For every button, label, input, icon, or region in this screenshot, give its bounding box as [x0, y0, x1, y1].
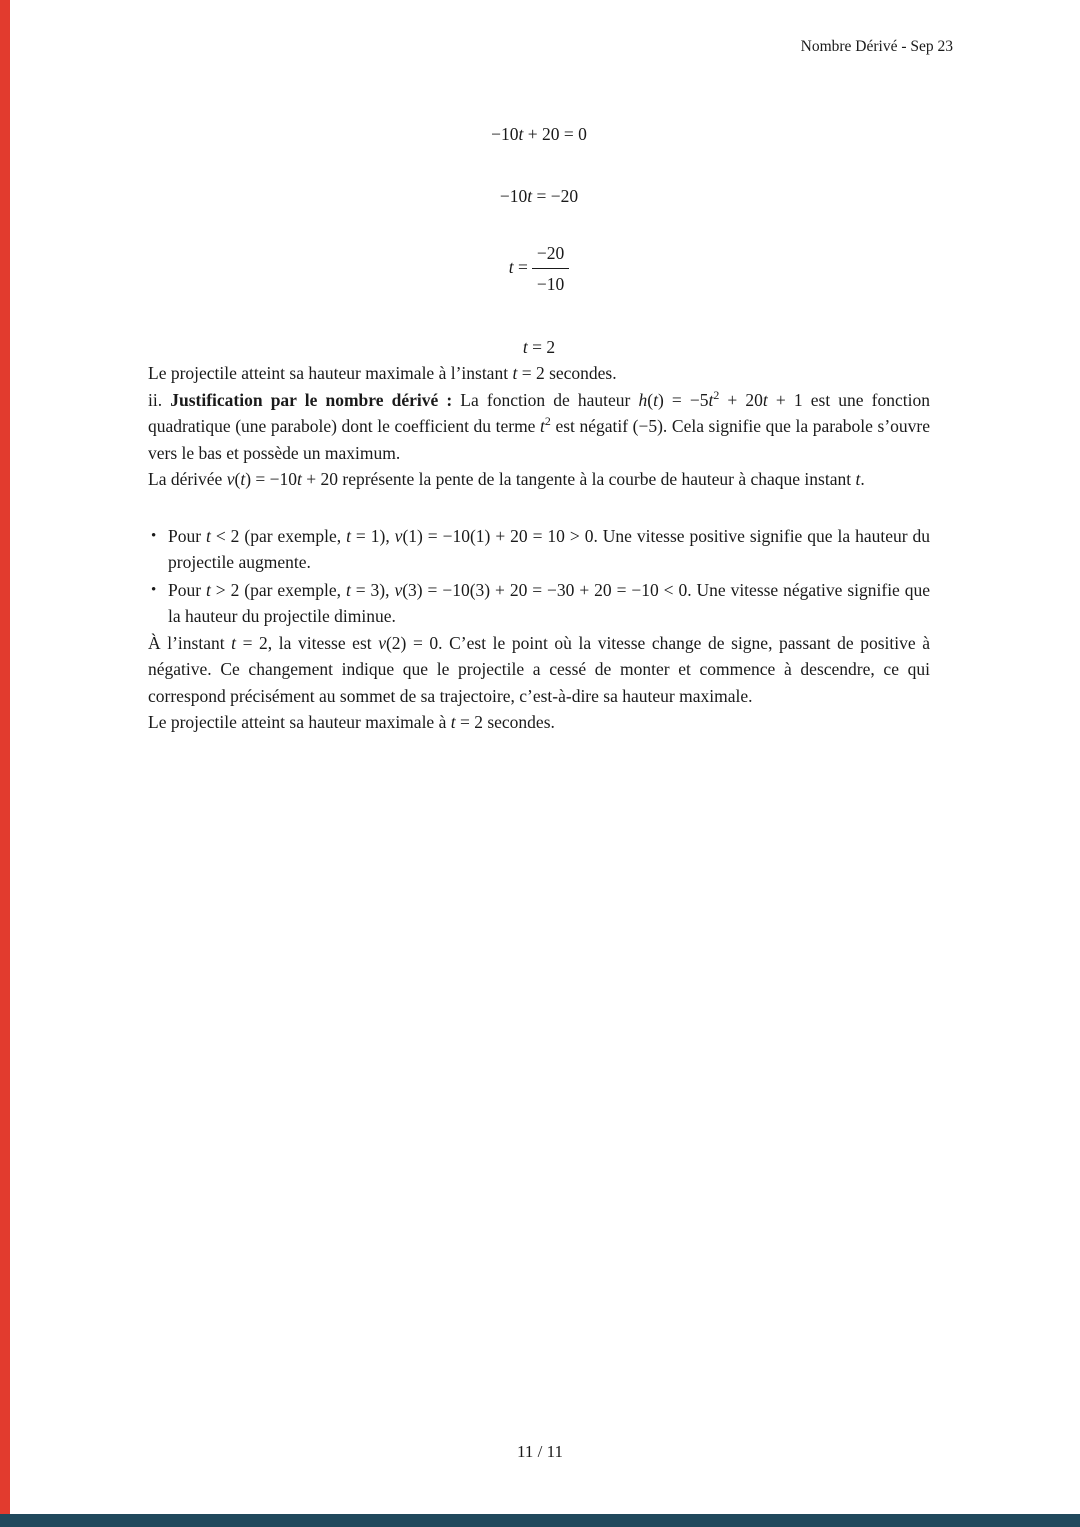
page-number: 11 / 11 — [517, 1441, 563, 1461]
fraction — [532, 240, 569, 298]
bottom-edge-teal-bar — [0, 1514, 1080, 1527]
equation-3 — [148, 240, 930, 298]
list-item — [148, 523, 930, 576]
equation-block — [148, 121, 930, 361]
page-header — [0, 0, 1080, 61]
page-footer — [0, 1439, 1080, 1466]
paragraph-conclusion: À l’instant t = 2, la vitesse est v(2) = 0. C’est le point où la vitesse change de signe, passant de positive à négative. Ce changement indique que le projectile a cessé de monter et commence à descendre, ce qui correspond précisément au sommet de sa trajectoire, c’est-à-dire sa hauteur maximale. — [148, 632, 930, 706]
left-edge-red-bar — [0, 0, 10, 1527]
equation-3-variable: t — [508, 256, 514, 277]
equation-1: −10t + 20 = 0 — [491, 123, 587, 144]
paragraph-justification: ii. Justification par le nombre dérivé : La fonction de hauteur $h(t) = -5t^2 + 20t + 1$ est une fonction quadratique (une parabole) dont le coefficient du terme $t^2$ est négatif (−5). Cela signifie que la parabole s’ouvre vers le bas et possède un maximum. — [148, 387, 931, 463]
equation-3-equals: = — [513, 256, 528, 277]
header-title: Nombre Dérivé - Sep 23 — [800, 38, 953, 55]
bullet-list — [148, 523, 930, 630]
page-content — [0, 121, 1080, 736]
bullet-marker: • — [151, 581, 157, 598]
bullet-marker: • — [151, 527, 157, 544]
equation-2: −10t = −20 — [499, 186, 579, 206]
paragraph-derivative: La dérivée v(t) = −10t + 20 représente la pente de la tangente à la courbe de hauteur à chaque instant t. — [148, 469, 865, 489]
fraction-denominator: −10 — [536, 274, 565, 294]
bullet-text-2: Pour t > 2 (par exemple, t = 3), v(3) = −10(3) + 20 = −30 + 20 = −10 < 0. Une vitesse négative signifie que la hauteur du projectile diminue. — [168, 579, 931, 626]
equation-4: t = 2 — [522, 336, 556, 357]
paragraph-final-answer: Le projectile atteint sa hauteur maximale à t = 2 secondes. — [148, 712, 555, 732]
bullet-text-1: Pour t < 2 (par exemple, t = 1), v(1) = −10(1) + 20 = 10 > 0. Une vitesse positive signifie que la hauteur du projectile augmente. — [168, 525, 931, 572]
list-item — [148, 577, 930, 630]
paragraph-result-instant: Le projectile atteint sa hauteur maximale à l’instant t = 2 secondes. — [148, 363, 617, 383]
fraction-numerator: −20 — [532, 240, 569, 270]
